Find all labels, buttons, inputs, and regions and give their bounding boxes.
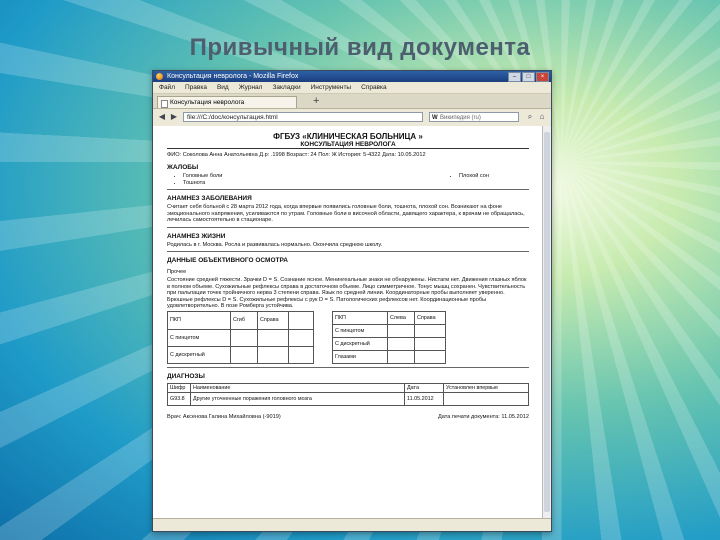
table-cell [415,338,446,351]
table-cell [289,312,314,329]
slide-title: Привычный вид документа [189,34,531,61]
table-header-cell: Справа [258,312,289,329]
menu-tools[interactable]: Инструменты [310,84,352,91]
home-icon[interactable]: ⌂ [539,112,545,121]
browser-window [152,70,552,532]
table-cell [388,351,415,364]
new-tab-button[interactable]: + [313,95,320,107]
exam-text: Состояние средней тяжести. Зрачки D = S. Сознание ясное. Менингеальные знаки не обнаружены. Нистагм нет. Движения глазных яблок в полном объеме. Сухожильные рефлексы справа в достаточном объеме. Лицо симметричное. Тонус мышц сохранен. Чувствительность при пальпации точек тройничного нерва 3 степени справа. Язык по средней линии. Координаторные пробы выполняет уверенно. Брюшные рефлексы D = S. Сухожильные рефлексы с рук D = S. Патологических рефлексов нет. Координационные пробы удовлетворительно. В позе Ромберга устойчива. [167,277,527,309]
divider [167,367,529,368]
table-header-cell: Дата [405,383,444,392]
table-cell [388,338,415,351]
scrollbar-thumb[interactable] [544,132,550,512]
menu-edit[interactable]: Правка [184,84,207,91]
anamnesis-text: Считает себя больной с 28 марта 2012 года, когда впервые появились головные боли, тошнота, плохой сон. Возникают на фоне эмоционального напряжения, усиливаются по утрам. Головные боли в височной области, давящего характера, к врачам не обращалась, лечилась самостоятельно в стационаре. [167,204,525,224]
menu-view[interactable]: Вид [216,84,229,91]
table-row-label: С дискретный [168,346,231,363]
vertical-scrollbar[interactable] [542,126,551,519]
table-cell [415,325,446,338]
divider [167,251,529,252]
tab-bar [153,94,551,109]
table-cell [289,346,314,363]
table-cell [231,346,258,363]
table-row-label: С пинцетом [168,329,231,346]
complaints-title: ЖАЛОБЫ [167,163,199,171]
doctor-line: Врач: Аксенова Галина Михайловна (-9019) [167,414,281,421]
menu-help[interactable]: Справка [361,84,387,91]
menu-bar [153,82,551,94]
table-cell [289,329,314,346]
menu-file[interactable]: Файл [159,84,175,91]
life-text: Родилась в г. Москва. Росла и развивалась нормально. Окончила среднюю школу. [167,242,383,249]
close-button[interactable]: × [536,72,549,82]
document-footer [167,414,529,420]
minimize-button[interactable]: – [508,72,521,82]
table-header-cell: Шифр [168,383,191,392]
exam-subtitle: Прочее [167,268,187,275]
table-cell [415,351,446,364]
document-page [153,126,543,519]
table-cell [231,329,258,346]
table-cell [444,393,529,406]
menu-history[interactable]: Журнал [238,84,263,91]
complaint-item: • Головные боли [183,173,222,179]
table-cell [388,325,415,338]
menu-bookmarks[interactable]: Закладки [272,84,301,91]
url-input[interactable]: file:///C:/doc/консультация.html [183,112,423,122]
table-cell: Другие уточненные поражения головного мозга [191,393,405,406]
table-cell: G93.8 [168,393,191,406]
window-controls [508,72,549,82]
complaint-item: • Плохой сон [459,173,489,179]
diagnosis-title: ДИАГНОЗЫ [167,373,205,381]
forward-arrow-icon[interactable]: ▶ [170,112,178,121]
complaint-item: • Тошнота [183,180,222,186]
wikipedia-icon: W [432,115,438,121]
table-header-cell: ПКП [333,312,388,325]
table-header-cell: Справа [415,312,446,325]
search-input[interactable] [429,112,519,122]
table-header-cell: Сгиб [231,312,258,329]
dept-title: КОНСУЛЬТАЦИЯ НЕВРОЛОГА [167,142,529,149]
table-cell [258,346,289,363]
table-cell: 11.05.2012 [405,393,444,406]
status-bar [153,518,551,531]
table-row-label: С пинцетом [333,325,388,338]
org-title: ФГБУЗ «КЛИНИЧЕСКАЯ БОЛЬНИЦА » [273,132,423,141]
patient-line: ФИО: Соколова Анна Анатольевна Д.р: .1998 Возраст: 24 Пол: Ж История: 5-4322 Дата: 10.05.2012 [167,152,426,159]
back-arrow-icon[interactable]: ◀ [158,112,166,121]
search-placeholder: Википедия (ru) [440,115,481,121]
table-cell [258,329,289,346]
firefox-icon [156,73,163,80]
tab-label: Консультация невролога [170,99,245,106]
table-header-cell: Установлен впервые [444,383,529,392]
window-titlebar[interactable] [153,71,551,82]
page-icon [161,100,168,108]
life-title: АНАМНЕЗ ЖИЗНИ [167,232,226,240]
table-header-cell: Наименование [191,383,405,392]
diagnosis-table [167,383,529,406]
table-row [168,393,529,406]
window-title: Консультация невролога - Mozilla Firefox [167,73,299,80]
table-header-cell: ПКП [168,312,231,329]
search-icon[interactable]: ⌕ [527,112,533,121]
reflex-table-left [167,311,314,364]
reflex-tables [167,311,529,364]
anamnesis-title: АНАМНЕЗ ЗАБОЛЕВАНИЯ [167,195,252,203]
exam-title: ДАННЫЕ ОБЪЕКТИВНОГО ОСМОТРА [167,257,288,265]
complaints-list [167,173,529,186]
maximize-button[interactable]: □ [522,72,535,82]
tab-active[interactable] [157,96,297,108]
table-row-label: С дискретный [333,338,388,351]
print-date: Дата печати документа: 11.05.2012 [437,414,529,421]
divider [167,189,529,190]
table-header-cell: Слева [388,312,415,325]
table-row-label: Глазами [333,351,388,364]
navigation-bar [153,109,551,127]
divider [167,227,529,228]
reflex-table-right [332,311,446,364]
